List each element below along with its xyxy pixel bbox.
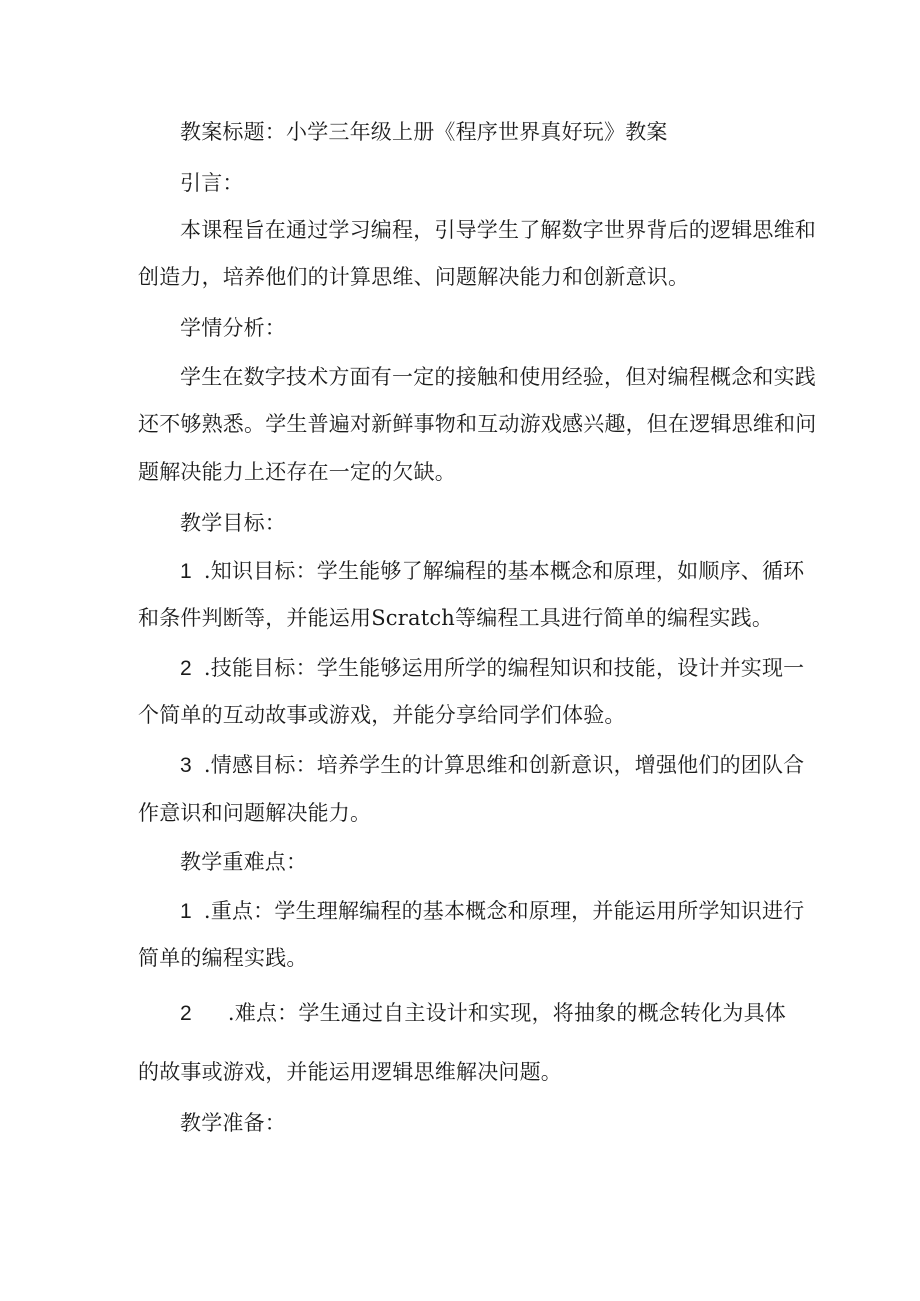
- goal-text-continuation: 和条件判断等，并能运用Scratch等编程工具进行简单的编程实践。: [138, 606, 774, 630]
- goal-text-continuation: 个简单的互动故事或游戏，并能分享给同学们体验。: [138, 703, 626, 727]
- keypoint-text-continuation: 的故事或游戏，并能运用逻辑思维解决问题。: [138, 1060, 562, 1084]
- goal-item: [180, 755, 804, 776]
- goal-text-continuation: 作意识和问题解决能力。: [138, 801, 372, 825]
- analysis-heading: 学情分析：: [180, 316, 286, 340]
- goal-item: [180, 658, 804, 679]
- goal-item: [180, 561, 804, 582]
- intro-paragraph-line: 本课程旨在通过学习编程，引导学生了解数字世界背后的逻辑思维和: [180, 218, 816, 242]
- keypoint-number: 1: [180, 900, 192, 923]
- goal-text: .技能目标：学生能够运用所学的编程知识和技能，设计并实现一: [203, 656, 805, 680]
- prep-heading: 教学准备：: [180, 1111, 286, 1135]
- goal-number: 1: [180, 560, 192, 583]
- keypoint-text-continuation: 简单的编程实践。: [138, 946, 308, 970]
- goal-number: 3: [180, 754, 192, 777]
- keypoint-text: .难点：学生通过自主设计和实现，将抽象的概念转化为具体: [227, 1001, 786, 1025]
- keypoints-heading: 教学重难点：: [180, 850, 308, 874]
- goal-text: .知识目标：学生能够了解编程的基本概念和原理，如顺序、循环: [203, 559, 805, 583]
- keypoint-number: 2: [180, 1002, 192, 1025]
- analysis-paragraph-line: 学生在数字技术方面有一定的接触和使用经验，但对编程概念和实践: [180, 365, 816, 389]
- keypoint-text: .重点：学生理解编程的基本概念和原理，并能运用所学知识进行: [203, 899, 805, 923]
- goal-text: .情感目标：培养学生的计算思维和创新意识，增强他们的团队合: [203, 753, 805, 777]
- keypoint-item: [180, 1003, 786, 1024]
- analysis-paragraph-line: 题解决能力上还存在一定的欠缺。: [138, 460, 456, 484]
- keypoint-item: [180, 901, 804, 922]
- analysis-paragraph-line: 还不够熟悉。学生普遍对新鲜事物和互动游戏感兴趣，但在逻辑思维和问: [138, 412, 817, 436]
- intro-heading: 引言：: [180, 171, 244, 195]
- goals-heading: 教学目标：: [180, 511, 286, 535]
- goal-number: 2: [180, 657, 192, 680]
- document-title: 教案标题：小学三年级上册《程序世界真好玩》教案: [180, 120, 668, 144]
- intro-paragraph-line: 创造力，培养他们的计算思维、问题解决能力和创新意识。: [138, 265, 690, 289]
